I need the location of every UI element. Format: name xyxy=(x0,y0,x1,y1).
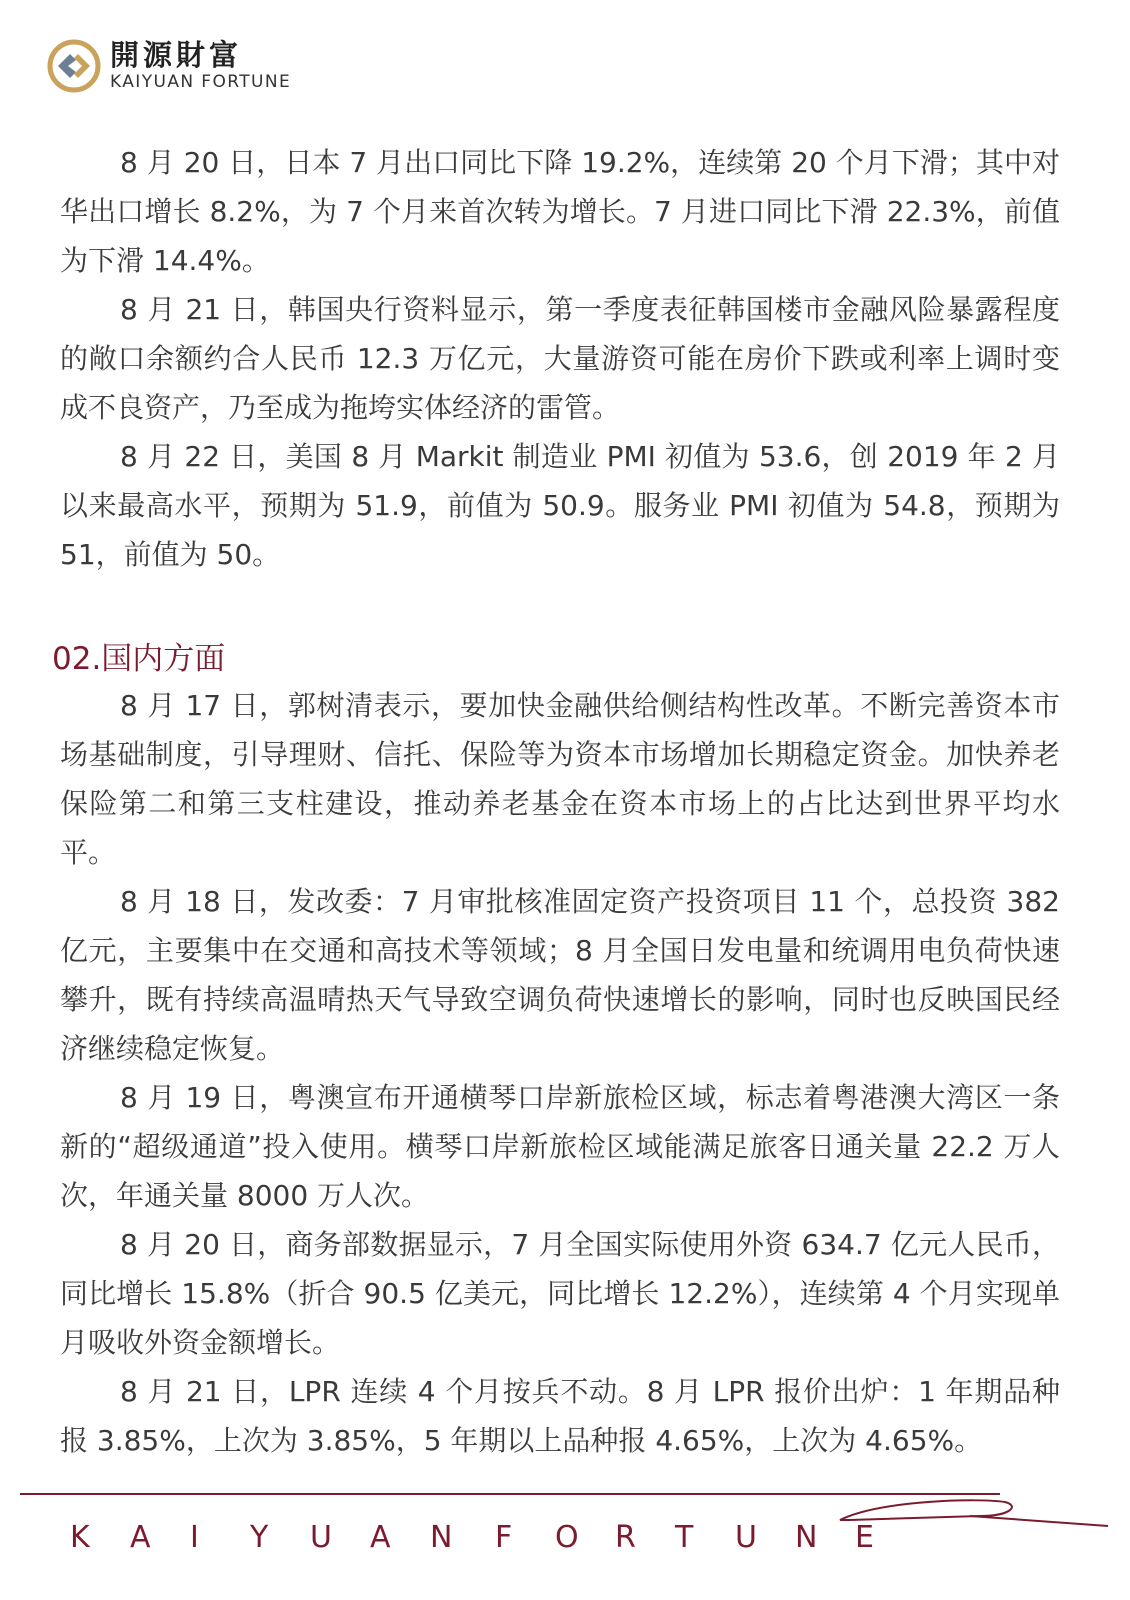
article-body xyxy=(52,138,1060,1465)
paragraph: 8 月 20 日，日本 7 月出口同比下降 19.2%，连续第 20 个月下滑；其中对华出口增长 8.2%，为 7 个月来首次转为增长。7 月进口同比下滑 22.3%，前值为下滑 14.4%。 xyxy=(60,146,1060,277)
footer-letter: K xyxy=(70,1520,90,1555)
brand-name-cn: 開源財富 xyxy=(110,38,243,72)
footer-letter: R xyxy=(615,1520,636,1555)
footer-letter: U xyxy=(310,1520,332,1555)
brand xyxy=(110,39,291,93)
paragraph: 8 月 21 日，韩国央行资料显示，第一季度表征韩国楼市金融风险暴露程度的敞口余额约合人民币 12.3 万亿元，大量游资可能在房价下跌或利率上调时变成不良资产，乃至成为拖垮实体经济的雷管。 xyxy=(60,293,1060,424)
footer-letter: N xyxy=(430,1520,453,1555)
brand-name-en: KAIYUAN FORTUNE xyxy=(110,72,292,92)
footer-letter: E xyxy=(855,1520,874,1555)
footer-letter: O xyxy=(555,1520,579,1555)
footer-letter: I xyxy=(190,1520,199,1555)
paragraph: 8 月 18 日，发改委：7 月审批核准固定资产投资项目 11 个，总投资 382 亿元，主要集中在交通和高技术等领域；8 月全国日发电量和统调用电负荷快速攀升，既有持续高温晴热天气导致空调负荷快速增长的影响，同时也反映国民经济继续稳定恢复。 xyxy=(60,885,1060,1065)
paragraph: 8 月 21 日，LPR 连续 4 个月按兵不动。8 月 LPR 报价出炉：1 年期品种报 3.85%，上次为 3.85%，5 年期以上品种报 4.65%，上次为 4.65%。 xyxy=(60,1375,1060,1457)
footer-letter: Y xyxy=(250,1520,269,1555)
footer-letter: A xyxy=(130,1520,151,1555)
paragraph: 8 月 22 日，美国 8 月 Markit 制造业 PMI 初值为 53.6，创 2019 年 2 月以来最高水平，预期为 51.9，前值为 50.9。服务业 PMI 初值为 54.8，预期为 51，前值为 50。 xyxy=(60,440,1060,571)
paragraph: 8 月 17 日，郭树清表示，要加快金融供给侧结构性改革。不断完善资本市场基础制度，引导理财、信托、保险等为资本市场增加长期稳定资金。加快养老保险第二和第三支柱建设，推动养老基金在资本市场上的占比达到世界平均水平。 xyxy=(60,689,1060,869)
logo-icon xyxy=(46,38,102,94)
paragraph: 8 月 19 日，粤澳宣布开通横琴口岸新旅检区域，标志着粤港澳大湾区一条新的“超级通道”投入使用。横琴口岸新旅检区域能满足旅客日通关量 22.2 万人次，年通关量 8000 万人次。 xyxy=(60,1081,1060,1212)
footer-letter: U xyxy=(735,1520,757,1555)
footer-letter: T xyxy=(675,1520,694,1555)
footer-letter: F xyxy=(495,1520,513,1555)
footer-letter: N xyxy=(795,1520,818,1555)
section-title: 02.国内方面 xyxy=(52,641,226,677)
footer-letter: A xyxy=(370,1520,391,1555)
header xyxy=(46,38,291,94)
paragraph: 8 月 20 日，商务部数据显示，7 月全国实际使用外资 634.7 亿元人民币，同比增长 15.8%（折合 90.5 亿美元，同比增长 12.2%），连续第 4 个月实现单月吸收外资金额增长。 xyxy=(60,1228,1060,1359)
footer-brand xyxy=(70,1520,915,1555)
